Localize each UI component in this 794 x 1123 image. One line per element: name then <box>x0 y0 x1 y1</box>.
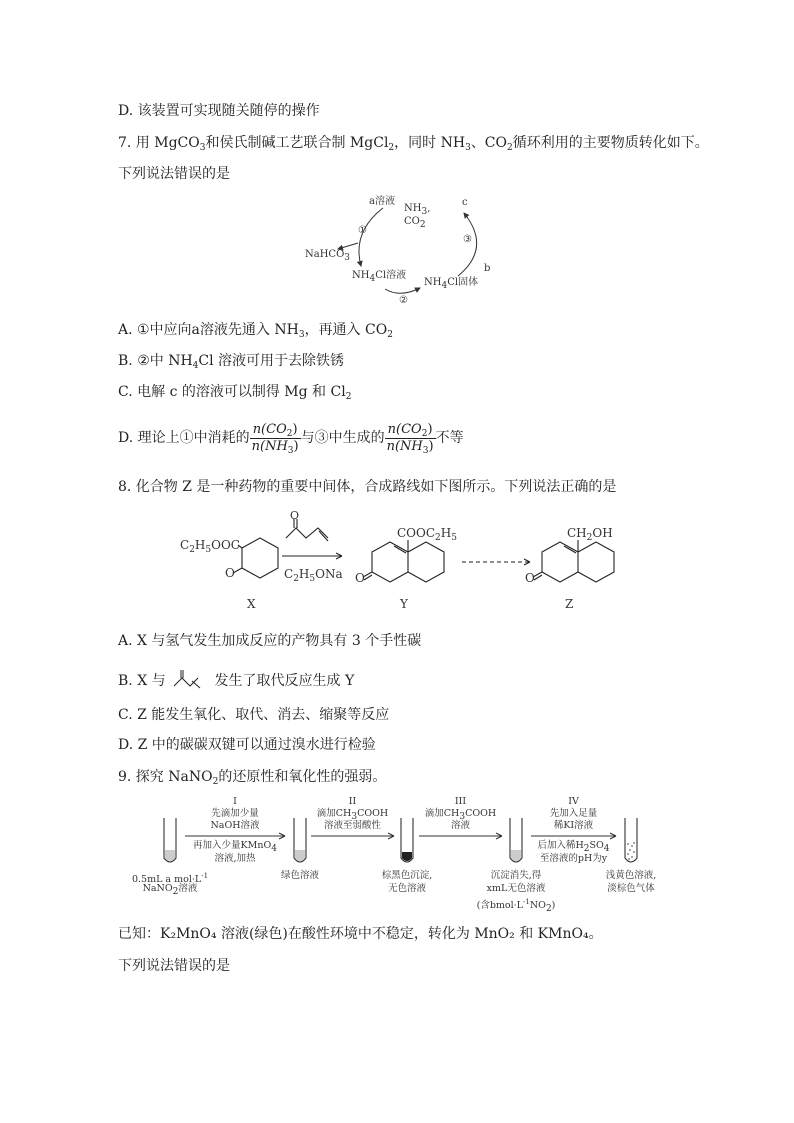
tube-4-caption-2: 淡棕色气体 <box>607 883 655 894</box>
nahco3-label: NaHCO$_3$ <box>305 249 351 263</box>
b-label: b <box>484 263 491 274</box>
q6-option-d: D. 该装置可实现随关随停的操作 <box>118 103 320 119</box>
q9-known: 已知：K₂MnO₄ 溶液(绿色)在酸性环境中不稳定，转化为 MnO₂ 和 KMnO₄。 <box>118 926 603 942</box>
step-3-line1: 滴加$CH_3COOH$ <box>424 808 497 822</box>
label-x: X <box>247 597 256 611</box>
step-1-line4: 溶液,加热 <box>214 853 256 864</box>
q7-option-d: D. 理论上①中消耗的 $\frac{n(CO_2)}{n(NH_3)}$ 与③中生成的 $\frac{n(CO_2)}{n(NH_3)}$ 不等 <box>118 421 464 456</box>
nh4cl-solution-label: $NH_4Cl$溶液 <box>352 270 407 284</box>
x-substituent: $C_2H_5OOC$ <box>180 538 240 555</box>
z-substituent: $CH_2OH$ <box>567 526 613 543</box>
nh3-label: $NH_3$, <box>404 203 431 217</box>
step-4-title: IV <box>568 796 579 807</box>
tube-0-caption-1: 0.5mL a $mol\cdot L^{-1}$ <box>131 872 209 886</box>
tube-1-caption: 绿色溶液 <box>280 870 319 881</box>
step-1-title: I <box>233 796 237 807</box>
z-carbonyl-o: O <box>525 571 535 585</box>
step-2-line2: 溶液至弱酸性 <box>323 820 381 831</box>
q8-option-d: D. Z 中的碳碳双键可以通过溴水进行检验 <box>118 737 376 753</box>
q7-stem: 7. 用 MgCO$_3$和侯氏制碱工艺联合制 MgCl$_2$，同时 $NH_3$、$CO_2$循环利用的主要物质转化如下。 <box>118 135 709 153</box>
step-2-line1: 滴加$CH_3COOH$ <box>316 808 389 822</box>
tube-0-caption-2: NaNO$_2$溶液 <box>142 883 198 897</box>
q7-option-b: B. ②中 $NH_4Cl$ 溶液可用于去除铁锈 <box>118 353 345 371</box>
step-4-line3: 后加入稀$H_2SO_4$ <box>537 840 610 854</box>
q9-stem: 9. 探究 NaNO$_2$的还原性和氧化性的强弱。 <box>118 769 387 787</box>
tube-2-caption-2: 无色溶液 <box>387 883 426 894</box>
c-label: c <box>462 197 468 208</box>
base-reagent: $C_2H_5ONa$ <box>284 567 343 584</box>
step-4-line4: 至溶液的pH为y <box>539 853 608 864</box>
co2-nh3-fraction-2: $\frac{n(CO_2)}{n(NH_3)}$ <box>386 421 434 456</box>
a-solution-label: a溶液 <box>369 196 395 207</box>
tube-3-caption-1: 沉淀消失,得 <box>490 870 542 881</box>
step-3-title: III <box>454 796 467 807</box>
co2-label: $CO_2$ <box>404 216 426 230</box>
tube-3-caption-2: xmL无色溶液 <box>486 883 546 894</box>
x-carbonyl-o: O <box>225 566 235 580</box>
reagent-o: O <box>290 509 300 522</box>
step-3-line2: 溶液 <box>450 820 470 831</box>
step-1-line2: NaOH溶液 <box>210 820 260 831</box>
q9-ask: 下列说法错误的是 <box>118 958 230 974</box>
q8-option-c: C. Z 能发生氧化、取代、消去、缩聚等反应 <box>118 707 390 723</box>
q7-stem-line2: 下列说法错误的是 <box>118 166 230 182</box>
q7-option-c: C. 电解 c 的溶液可以制得 Mg 和 $Cl_2$ <box>118 384 352 402</box>
q8-stem: 8. 化合物 Z 是一种药物的重要中间体，合成路线如下图所示。下列说法正确的是 <box>118 479 617 495</box>
step-1-line1: 先滴加少量 <box>211 808 259 819</box>
q7-option-a: A. ①中应向a溶液先通入 $NH_3$，再通入 $CO_2$ <box>118 322 393 340</box>
q8-option-a: A. X 与氢气发生加成反应的产物具有 3 个手性碳 <box>118 633 422 649</box>
y-substituent: $COOC_2H_5$ <box>397 526 457 543</box>
step3-label: ③ <box>463 234 472 245</box>
step-4-line2: 稀KI溶液 <box>553 820 594 831</box>
q8-option-b: B. X 与 发生了取代反应生成 Y <box>118 668 354 694</box>
step-4-line1: 先加入足量 <box>549 808 598 819</box>
nh4cl-solid-label: $NH_4Cl$固体 <box>424 277 479 291</box>
tube-3-caption-3: (含$bmol\cdot L^{-1}NO_2$) <box>476 898 556 915</box>
step-1-line3: 再加入少量KMnO$_4$ <box>193 840 277 854</box>
label-y: Y <box>400 597 408 611</box>
tube-4-caption-1: 浅黄色溶液, <box>605 870 657 881</box>
step-2-title: II <box>348 796 357 807</box>
co2-nh3-fraction-1: $\frac{n(CO_2)}{n(NH_3)}$ <box>251 421 299 456</box>
tube-2-caption-1: 棕黑色沉淀, <box>381 870 433 881</box>
step1-label: ① <box>358 225 367 236</box>
step2-label: ② <box>399 295 408 306</box>
y-carbonyl-o: O <box>355 571 365 585</box>
label-z: Z <box>565 597 574 611</box>
